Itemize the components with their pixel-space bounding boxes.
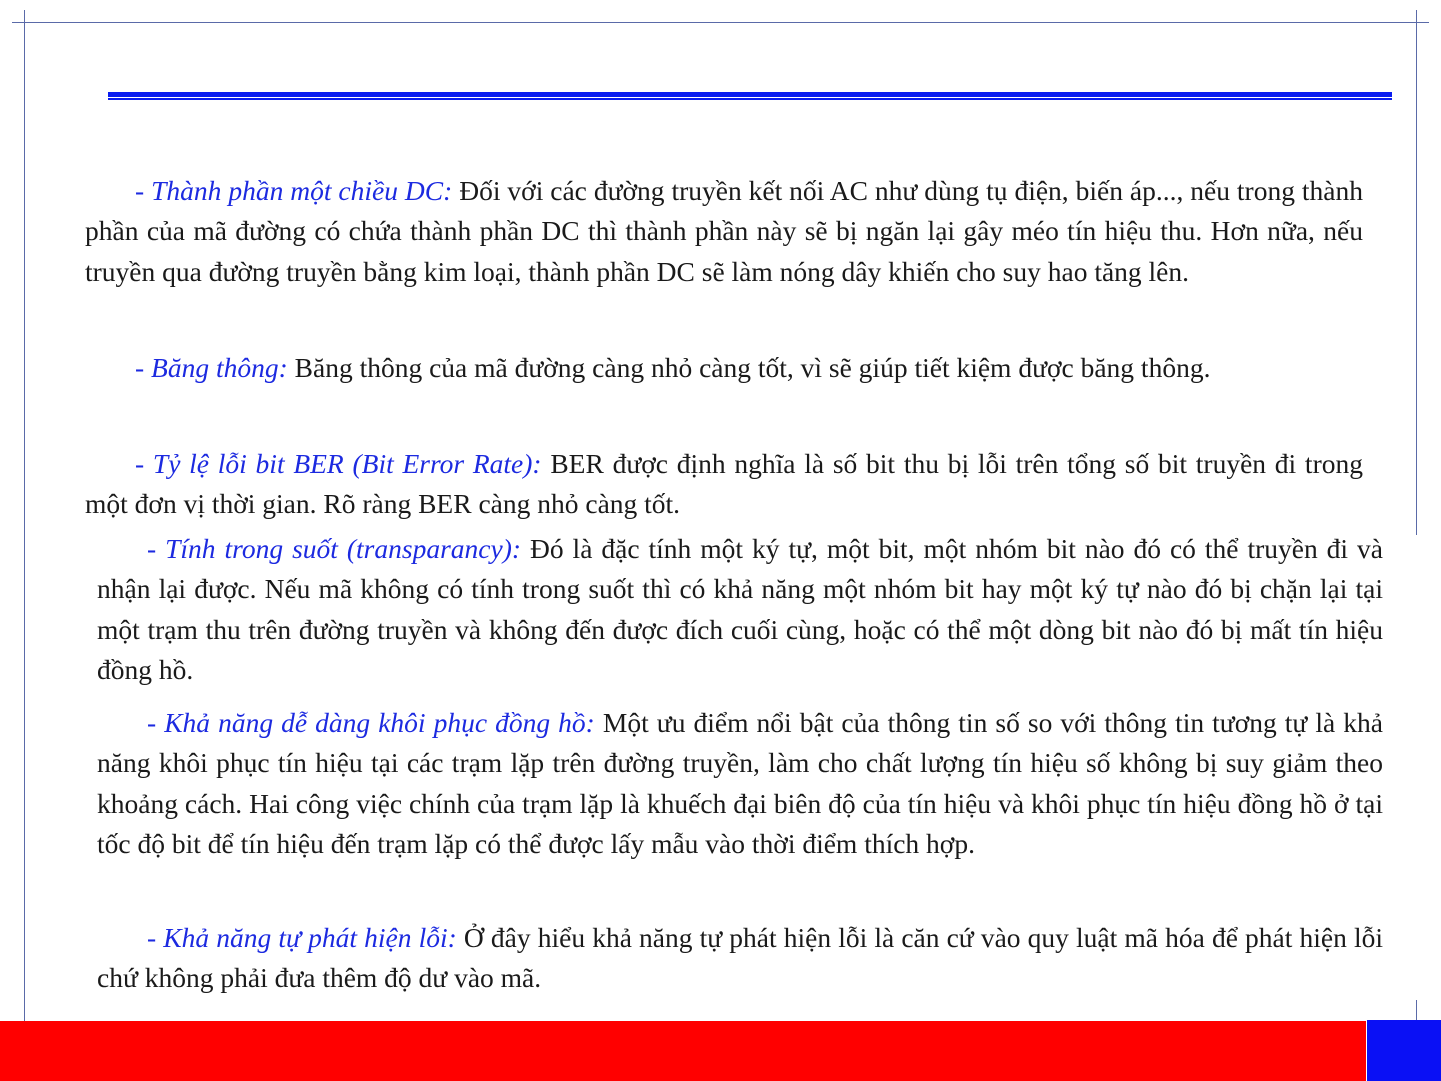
body-ber: BER được định nghĩa là số bit thu bị lỗi trên tổng số bit truyền đi trong một đơn vị thời gian. Rõ ràng BER càng nhỏ càng tốt. <box>85 448 1363 520</box>
term-bandwidth: - Băng thông: <box>135 352 288 383</box>
footer-blue-box <box>1367 1020 1441 1081</box>
paragraph-error-detection <box>97 918 1383 999</box>
term-clock-recovery: - Khả năng dễ dàng khôi phục đồng hồ: <box>147 707 595 738</box>
paragraph-bandwidth <box>85 348 1363 388</box>
paragraph-transparency <box>97 529 1383 691</box>
paragraph-ber <box>85 444 1363 525</box>
term-ber: - Tỷ lệ lỗi bit BER (Bit Error Rate): <box>135 448 542 479</box>
footer-red-bar <box>0 1021 1366 1081</box>
body-clock-recovery: Một ưu điểm nổi bật của thông tin số so với thông tin tương tự là khả năng khôi phục tín hiệu tại các trạm lặp trên đường truyền, làm cho chất lượng tín hiệu số không bị suy giảm theo khoảng cách. Hai công việc chính của trạm lặp là khuếch đại biên độ của tín hiệu và khôi phục tín hiệu đồng hồ ở tại tốc độ bit để tín hiệu đến trạm lặp có thể được lấy mẫu vào thời điểm thích hợp. <box>97 707 1383 860</box>
header-rule-thick <box>108 92 1392 97</box>
frame-top-line <box>12 22 1429 23</box>
frame-right-line-upper <box>1416 10 1417 535</box>
frame-left-line <box>24 10 25 1080</box>
body-error-detection: Ở đây hiểu khả năng tự phát hiện lỗi là căn cứ vào quy luật mã hóa để phát hiện lỗi chứ không phải đưa thêm độ dư vào mã. <box>97 922 1383 994</box>
term-error-detection: - Khả năng tự phát hiện lỗi: <box>147 922 457 953</box>
term-transparency: - Tính trong suốt (transparancy): <box>147 533 522 564</box>
paragraph-clock-recovery <box>97 703 1383 865</box>
body-dc-component: Đối với các đường truyền kết nối AC như dùng tụ điện, biến áp..., nếu trong thành phần của mã đường có chứa thành phần DC thì thành phần này sẽ bị ngăn lại gây méo tín hiệu thu. Hơn nữa, nếu truyền qua đường truyền bằng kim loại, thành phần DC sẽ làm nóng dây khiến cho suy hao tăng lên. <box>85 175 1363 287</box>
paragraph-dc-component <box>85 171 1363 292</box>
body-bandwidth: Băng thông của mã đường càng nhỏ càng tốt, vì sẽ giúp tiết kiệm được băng thông. <box>287 352 1211 383</box>
body-transparency: Đó là đặc tính một ký tự, một bit, một nhóm bit nào đó có thể truyền đi và nhận lại được. Nếu mã không có tính trong suốt thì có khả năng một nhóm bit hay một ký tự nào đó bị chặn lại tại một trạm thu trên đường truyền và không đến được đích cuối cùng, hoặc có thể một dòng bit nào đó bị mất tín hiệu đồng hồ. <box>97 533 1383 686</box>
frame-right-line-lower <box>1416 1000 1417 1020</box>
header-rule-thin <box>108 98 1392 100</box>
term-dc-component: - Thành phần một chiều DC: <box>135 175 453 206</box>
